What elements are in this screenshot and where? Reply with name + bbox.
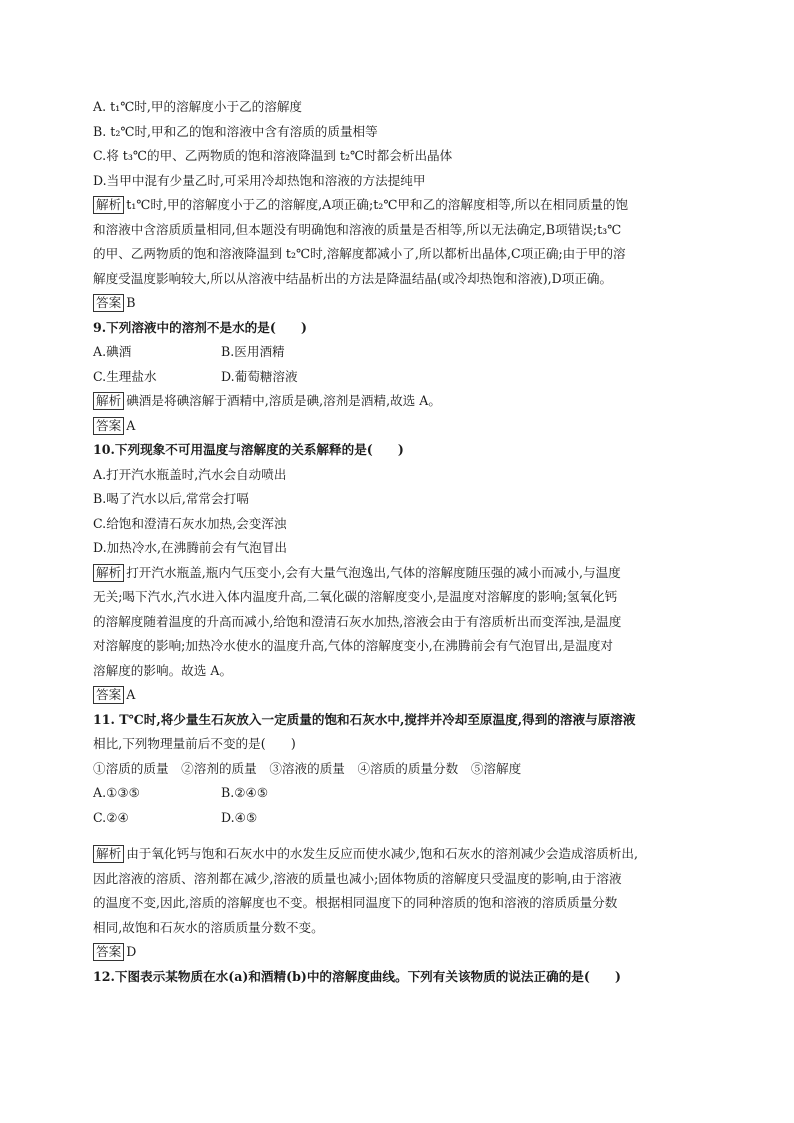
q10-stem: 10.下列现象不可用温度与溶解度的关系解释的是( )	[93, 442, 404, 457]
q9-option-c: C.生理盐水	[93, 368, 157, 384]
q10-option-b: B.喝了汽水以后,常常会打嗝	[93, 491, 249, 506]
q11-options-row-2	[93, 806, 713, 831]
analysis-line: 相同,故饱和石灰水的溶质质量分数不变。	[93, 919, 324, 935]
q11-option-b: B.②④⑤	[221, 785, 269, 800]
analysis-line: 的温度不变,因此,溶质的溶解度也不变。根据相同温度下的同种溶质的饱和溶液的溶质质量分数	[93, 895, 618, 910]
q9-option-d: D.葡萄糖溶液	[221, 368, 298, 384]
analysis-line: 的甲、乙两物质的饱和溶液降温到 t₂℃时,溶解度都减小了,所以都析出晶体,C项正确;由于甲的溶	[93, 246, 626, 261]
q11-stem-line-1: 11. T℃时,将少量生石灰放入一定质量的饱和石灰水中,搅拌并冷却至原温度,得到的溶液与原溶液	[93, 711, 636, 727]
q10-option-d: D.加热冷水,在沸腾前会有气泡冒出	[93, 540, 287, 555]
answer-value: B	[126, 295, 136, 310]
q9-analysis	[93, 389, 713, 414]
answer-tag: 答案	[93, 417, 124, 435]
q8-option-d: D.当甲中混有少量乙时,可采用冷却热饱和溶液的方法提纯甲	[93, 172, 426, 188]
q9-options-row-2	[93, 365, 713, 390]
q10-option-a: A.打开汽水瓶盖时,汽水会自动喷出	[93, 466, 287, 482]
q10-option-c: C.给饱和澄清石灰水加热,会变浑浊	[93, 515, 287, 531]
q10-answer	[93, 683, 713, 708]
analysis-line: t₁℃时,甲的溶解度小于乙的溶解度,A项正确;t₂℃甲和乙的溶解度相等,所以在相同质量的饱	[126, 197, 629, 212]
document-content	[93, 95, 713, 989]
q11-option-c: C.②④	[93, 809, 129, 825]
q11-items: ①溶质的质量 ②溶剂的质量 ③溶液的质量 ④溶质的质量分数 ⑤溶解度	[93, 760, 522, 776]
analysis-line: 无关;喝下汽水,汽水进入体内温度升高,二氧化碳的溶解度变小,是温度对溶解度的影响;氢氧化钙	[93, 589, 618, 604]
q9-option-b: B.医用酒精	[221, 344, 285, 359]
q11-answer	[93, 940, 713, 965]
q12-stem: 12.下图表示某物质在水(a)和酒精(b)中的溶解度曲线。下列有关该物质的说法正确的是( )	[93, 968, 622, 984]
answer-tag: 答案	[93, 294, 124, 312]
q11-option-a: A.①③⑤	[93, 785, 140, 800]
answer-value: D	[126, 944, 137, 959]
q11-option-d: D.④⑤	[221, 809, 258, 825]
analysis-line: 溶解度的影响。故选 A。	[93, 662, 233, 678]
analysis-line: 打开汽水瓶盖,瓶内气压变小,会有大量气泡逸出,气体的溶解度随压强的减小而减小,与温度	[126, 564, 621, 580]
analysis-line: 由于氧化钙与饱和石灰水中的水发生反应而使水减少,饱和石灰水的溶剂减少会造成溶质析出,	[126, 846, 638, 861]
analysis-line: 碘酒是将碘溶解于酒精中,溶质是碘,溶剂是酒精,故选 A。	[126, 393, 441, 408]
q8-option-c: C.将 t₃℃的甲、乙两物质的饱和溶液降温到 t₂℃时都会析出晶体	[93, 148, 453, 163]
answer-value: A	[126, 687, 136, 702]
analysis-tag: 解析	[93, 845, 124, 863]
q9-stem: 9.下列溶液中的溶剂不是水的是( )	[93, 319, 307, 335]
answer-tag: 答案	[93, 943, 124, 961]
q9-options-row-1	[93, 340, 713, 365]
q9-option-a: A.碘酒	[93, 344, 132, 359]
analysis-tag: 解析	[93, 392, 124, 410]
analysis-line: 的溶解度随着温度的升高而减小,给饱和澄清石灰水加热,溶液会由于有溶质析出而变浑浊,是温度	[93, 613, 622, 629]
q11-analysis	[93, 842, 713, 940]
answer-tag: 答案	[93, 686, 124, 704]
q8-option-b: B. t₂℃时,甲和乙的饱和溶液中含有溶质的质量相等	[93, 123, 378, 139]
q9-answer	[93, 414, 713, 439]
analysis-line: 对溶解度的影响;加热冷水使水的温度升高,气体的溶解度变小,在沸腾前会有气泡冒出,是温度对	[93, 638, 614, 653]
q11-stem-line-2: 相比,下列物理量前后不变的是( )	[93, 736, 296, 751]
q8-analysis	[93, 193, 713, 291]
analysis-tag: 解析	[93, 196, 124, 214]
answer-value: A	[126, 417, 136, 433]
analysis-line: 解度受温度影响较大,所以从溶液中结晶析出的方法是降温结晶(或冷却热饱和溶液),D项正确。	[93, 270, 613, 286]
q10-analysis	[93, 561, 713, 684]
q8-option-a: A. t₁℃时,甲的溶解度小于乙的溶解度	[93, 99, 303, 114]
q8-answer	[93, 291, 713, 316]
q11-options-row-1	[93, 781, 713, 806]
spacer	[93, 830, 713, 842]
analysis-tag: 解析	[93, 564, 124, 582]
analysis-line: 和溶液中含溶质质量相同,但本题没有明确饱和溶液的质量是否相等,所以无法确定,B项错误;t₃℃	[93, 221, 622, 237]
analysis-line: 因此溶液的溶质、溶剂都在减少,溶液的质量也减小;固体物质的溶解度只受温度的影响,由于溶液	[93, 870, 622, 886]
